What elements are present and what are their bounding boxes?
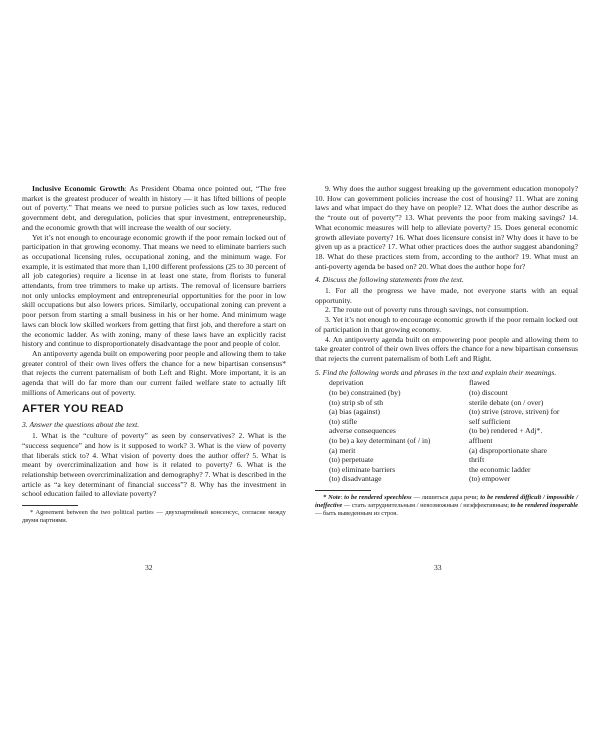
vocab-item: (to be) constrained (by) — [329, 387, 401, 397]
vocab-item: the economic ladder — [469, 464, 531, 474]
vocab-item: thrift — [469, 455, 485, 465]
task-3-questions: 1. What is the “culture of poverty” as seen by conservatives? 2. What is the “success sequence” and how is it supposed to work? 3. What is the view of poverty that liberals stick to? 4. What vision of poverty does the author offer? 5. What is meant by overcriminalization and how is it related to poverty? 6. What is the relationship between overcriminalization and demography? 7. What is described in the article as “a key determinant of financial success”? 8. Why has the investment in school education failed to alleviate poverty? — [22, 431, 286, 499]
vocab-item: affluent — [469, 435, 493, 445]
vocab-item: (to be) rendered + Adj*. — [469, 426, 543, 436]
footnote-phrase: to be rendered difficult / impossible / ineffective — [315, 493, 579, 510]
inclusive-growth-text: : As President Obama once pointed out, “The free market is the greatest producer of wealth in history — it has lifted billions of people out of poverty.” That means we need to pursue policies such as low taxes, reduced government debt, and deregulation, policies that spur investment, entrepreneurship, and the economic growth that will increase the wealth of our society. — [22, 184, 286, 232]
footnote-separator: : — [340, 493, 345, 501]
footnote-left: * Agreement between the two political parties — двухпартийный консенсус, согласие между двумя партиями. — [22, 509, 286, 525]
vocab-item: (to) empower — [469, 474, 511, 484]
vocab-item: flawed — [469, 378, 490, 388]
vocab-item: (a) merit — [329, 445, 356, 455]
footnote-note-label: * Note — [323, 493, 341, 501]
footnote-right — [315, 494, 578, 519]
vocabulary-list — [329, 378, 578, 484]
task-3-title: 3. Answer the questions about the text. — [22, 420, 140, 430]
task-4-statement-1: 1. For all the progress we have made, not everyone starts with an equal opportunity. — [315, 286, 578, 305]
footnote-translation: — быть выведенным из строя. — [315, 510, 398, 518]
footnote-phrase: to be rendered inoperable — [510, 502, 578, 510]
footnote-phrase: to be rendered speechless — [344, 493, 412, 501]
task-4-title: 4. Discuss the following statements from the text. — [315, 275, 464, 285]
task-3-questions-continued: 9. Why does the author suggest breaking up the government education monopoly? 10. How can government policies increase the cost of housing? 11. What are zoning laws and what impact do they have on people? 12. What does the author describe as the “route out of poverty”? 13. What prevents the poor from making savings? 14. What economic measures will help to alleviate poverty? 15. Does general economic growth alleviate poverty? 16. What does licensure consist in? Why does it have to be given up as a practice? 17. What other practices does the author suggest abandoning? 18. What do these practices stem from, according to the author? 19. What must an anti-poverty agenda be based on? 20. What does the author hope for? — [315, 184, 578, 271]
paragraph-barriers: Yet it’s not enough to encourage economic growth if the poor remain locked out of participation in that growing economy. That means we need to eliminate barriers such as occupational licensing rules, occupational zoning, and the minimum wage. For example, it is estimated that more than 1,100 different professions (25 to 30 percent of all job categories) require a license in at least one state, from florists to funeral attendants, from tree trimmers to make up artists. The removal of licensure barriers not only unlocks employment and entrepreneurial opportunities for the poor in low skill occupations but also lowers prices. Similarly, occupational zoning can prevent a poor person from starting a small business in his or her home. And minimum wage laws can block low skilled workers from getting that first job, and therefore a start on the economic ladder. As with zoning, many of these laws have an explicitly racist history and continue to disproportionately disadvantage the poor and people of color. — [22, 232, 286, 349]
footnote-translation: — стать затруднительным / невозможным / неэффективным; — [342, 502, 511, 510]
footnote-translation: — лишиться дара речи; — [411, 493, 481, 501]
page-number-left: 32 — [145, 563, 153, 572]
vocab-item: (to) disadvantage — [329, 474, 382, 484]
vocab-item: self sufficient — [469, 416, 511, 426]
task-4-statement-3: 3. Yet it’s not enough to encourage economic growth if the poor remain locked out of participation in that growing economy. — [315, 315, 578, 334]
vocab-item: (a) bias (against) — [329, 407, 381, 417]
inclusive-growth-heading: Inclusive Economic Growth — [32, 184, 125, 193]
task-4-statement-2: 2. The route out of poverty runs through savings, not consumption. — [325, 305, 529, 315]
left-page — [22, 184, 286, 526]
vocab-item: (to) perpetuate — [329, 455, 374, 465]
paragraph-inclusive-growth — [22, 184, 286, 233]
task-4-statement-4: 4. An antipoverty agenda built on empowering poor people and allowing them to take greater control of their own lives offers the chance for a new bipartisan consensus that rejects the current paternalism of both Left and Right. — [315, 334, 579, 363]
vocab-item: deprivation — [329, 378, 364, 388]
vocab-item: (to be) a key determinant (of / in) — [329, 435, 431, 445]
right-page — [315, 184, 578, 519]
vocab-item: (a) disproportionate share — [469, 445, 548, 455]
footnote-divider — [22, 505, 78, 506]
page-number-right: 33 — [434, 563, 442, 572]
vocab-item: (to) stifle — [329, 416, 358, 426]
footnote-divider — [315, 490, 371, 491]
vocab-item: (to) eliminate barriers — [329, 464, 396, 474]
section-title: AFTER YOU READ — [22, 403, 124, 416]
task-5-title: 5. Find the following words and phrases in the text and explain their meanings. — [315, 367, 557, 377]
vocab-item: (to) discount — [469, 387, 508, 397]
vocab-item: (to) strip sb of sth — [329, 397, 383, 407]
paragraph-antipoverty-agenda: An antipoverty agenda built on empowering poor people and allowing them to take greater control of their own lives offers the chance for a new bipartisan consensus* that rejects the current paternalism of both Left and Right. More important, it is an agenda that will do far more than our current failed welfare state to actually lift millions of Americans out of poverty. — [22, 348, 286, 397]
vocab-item: sterile debate (on / over) — [469, 397, 544, 407]
vocab-item: adverse consequences — [329, 426, 396, 436]
vocab-item: (to) strive (strove, striven) for — [469, 407, 560, 417]
